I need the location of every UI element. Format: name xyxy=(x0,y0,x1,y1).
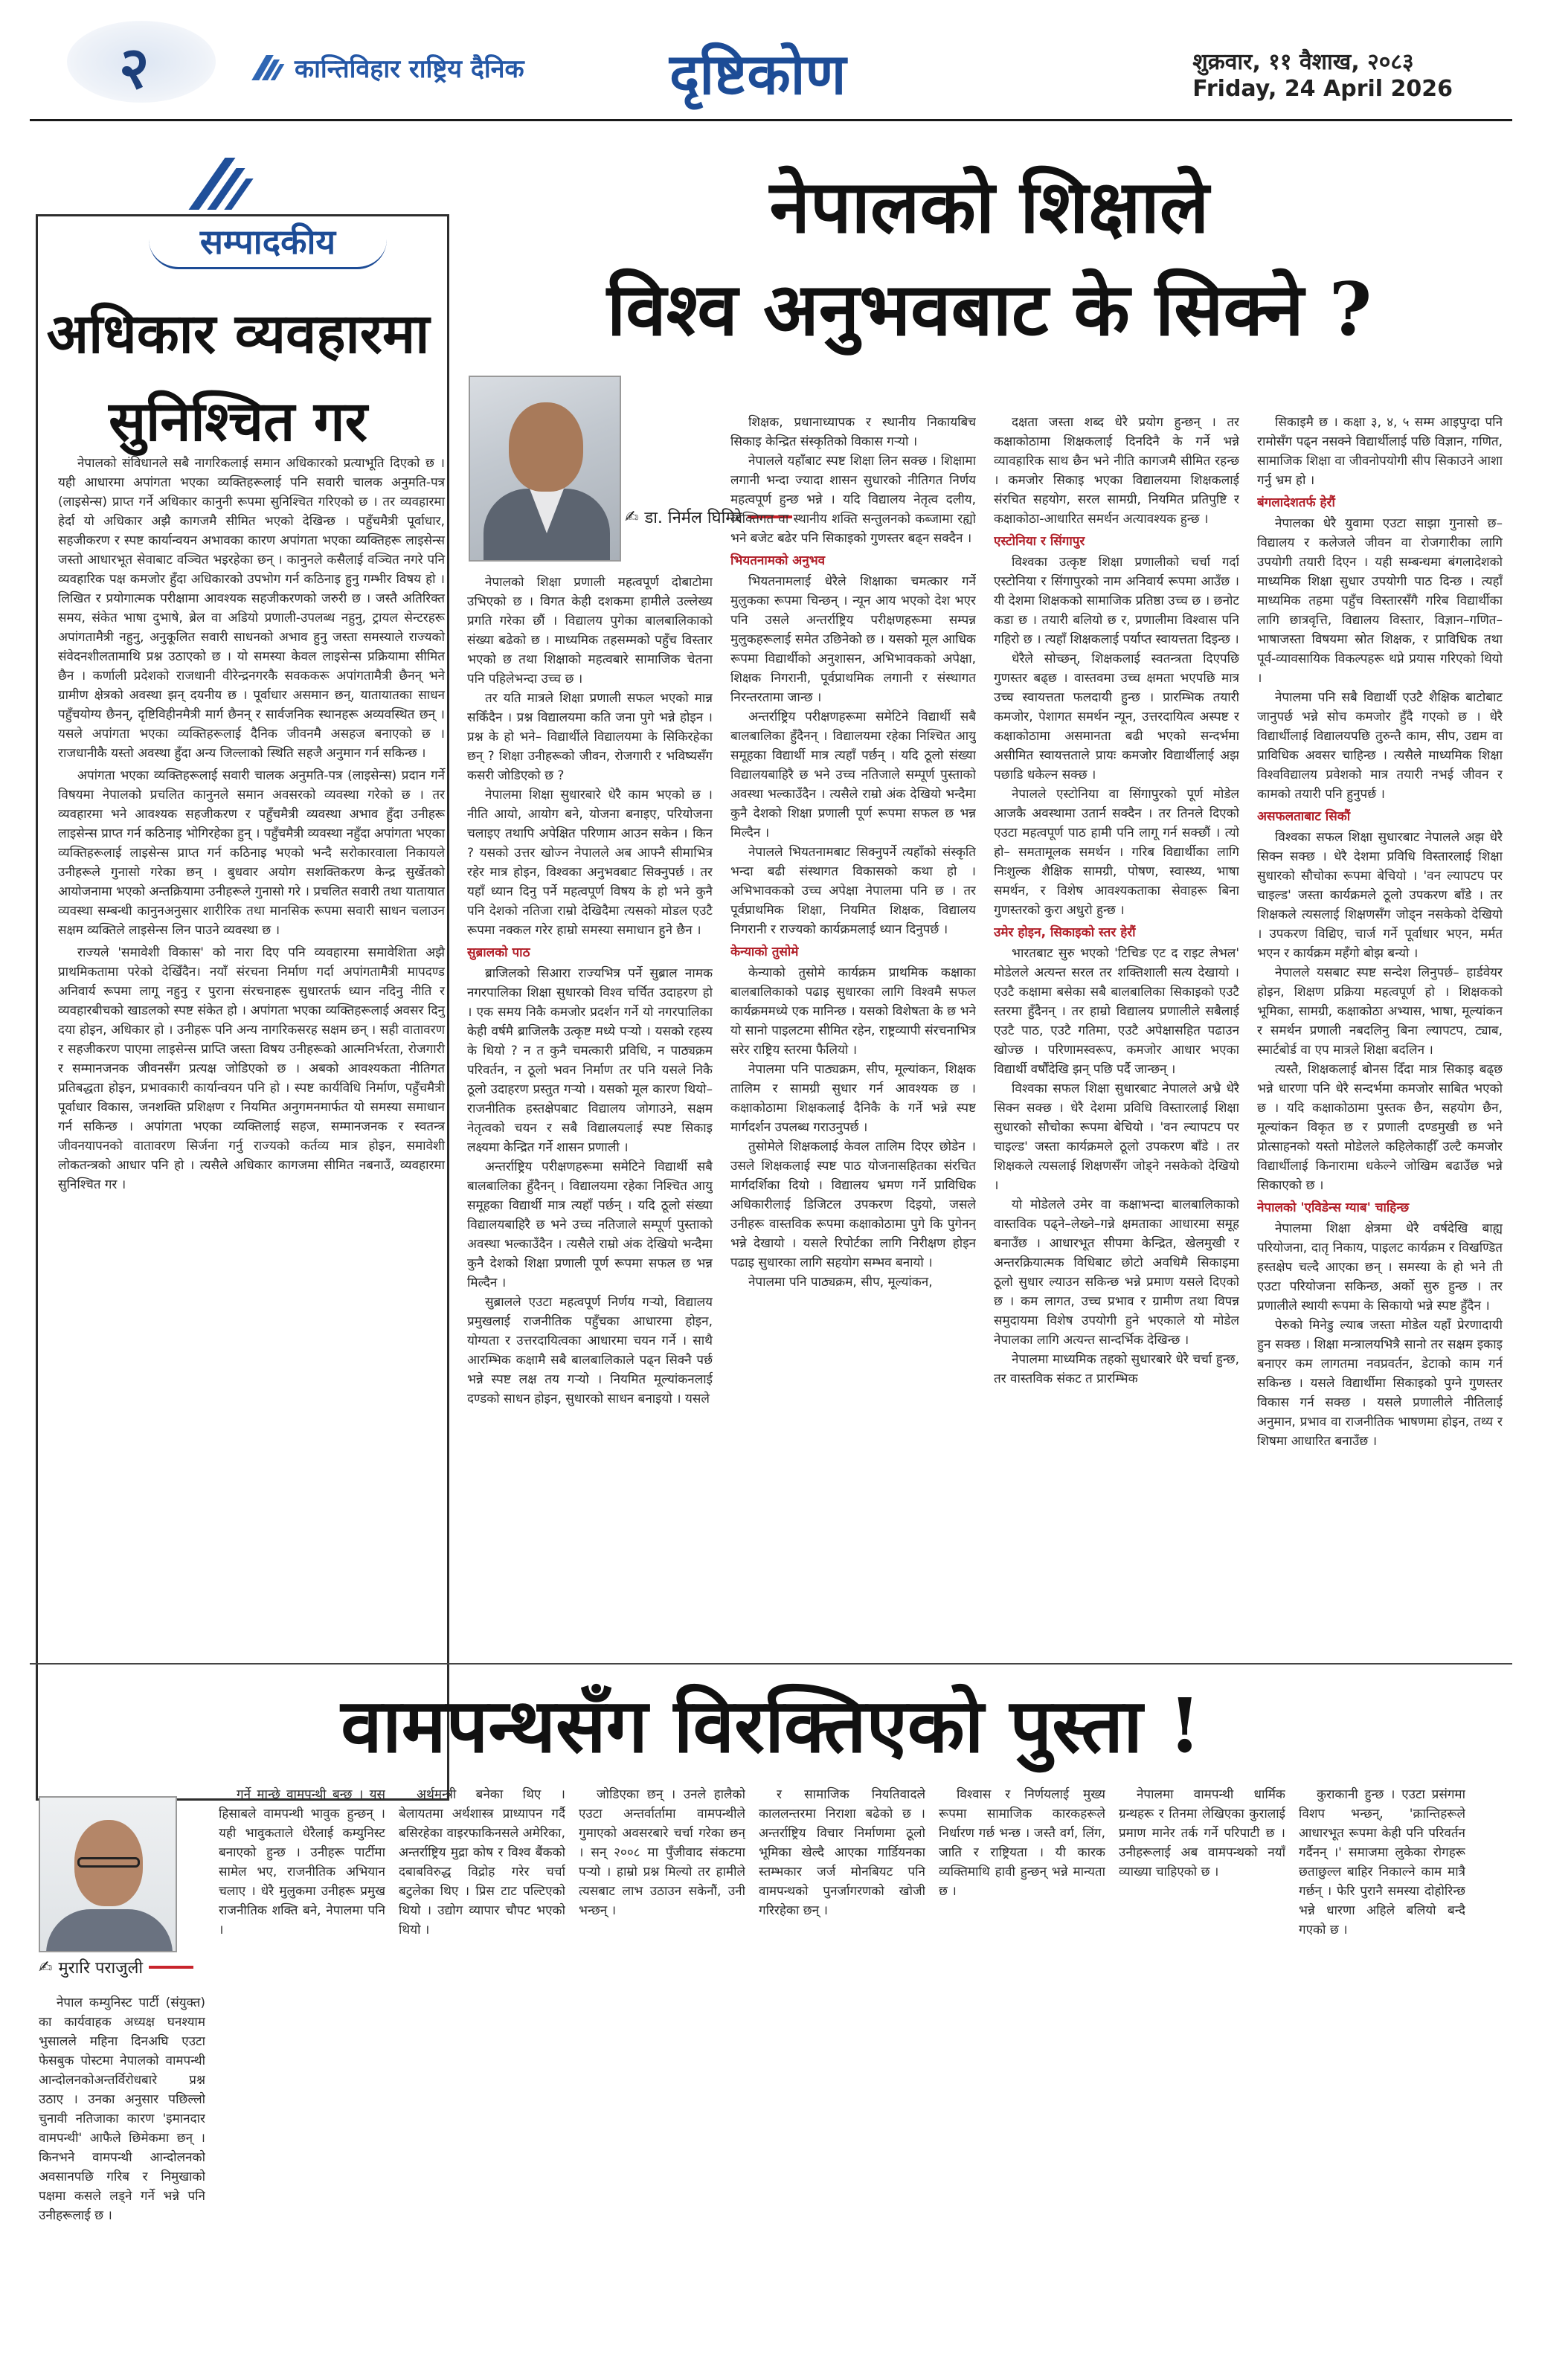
article1-paragraph: नेपालले भियतनामबाट सिक्नुपर्ने त्यहाँको संस्कृति भन्दा बढी संस्थागत विकासको कथा हो । अभिभावकको उच्च अपेक्षा नेपालमा पनि छ । तर पूर्वप्राथमिक शिक्षा, नियमित शिक्षक, विद्यालय निगरानी र राज्यको कार्यक्रमलाई ध्यान दिनुपर्छ । xyxy=(730,845,976,937)
article1-paragraph: नेपालमा शिक्षा सुधारबारे धेरै काम भएको छ । नीति आयो, आयोग बने, योजना बनाइए, परियोजना चलाइए तथापि अपेक्षित परिणाम आउन सकेन । किन ? यसको उत्तर खोज्न नेपालले अब आफ्नै सीमाभित्र रहेर मात्र होइन, विश्वका अनुभवबाट सिक्नुपर्छ । तर यहाँ ध्यान दिनु पर्ने महत्वपूर्ण विषय के हो भने कुनै पनि देशको नतिजा राम्रो देखिदैमा त्यसको मोडल एउटै रूपमा नक्कल गरेर हाम्रो समस्या समाधान हुने छैन । xyxy=(467,788,713,938)
article2-paragraph: गर्ने मान्छे वामपन्थी बन्छ । यस हिसाबले वामपन्थी भावुक हुन्छन् । यही भावुकताले धेरैलाई कम्युनिस्ट बनाएको हुन्छ । उनीहरू पार्टीमा सामेल भए, राजनीतिक अभियान चलाए । धेरै मुलुकमा उनीहरू प्रमुख राजनीतिक शक्ति बने, नेपालमा पनि । xyxy=(219,1787,385,1937)
article1-column-1 xyxy=(467,573,713,1644)
article1-paragraph: सिकाइमै छ । कक्षा ३, ४, ५ सम्म आइपुग्दा पनि रामोसँग पढ्न नसक्ने विद्यार्थीलाई पछि विज्ञान, गणित, सामाजिक शिक्षा वा जीवनोपयोगी सीप सिकाउने आशा गर्नु भ्रम हो । xyxy=(1257,415,1503,488)
masthead xyxy=(30,21,1512,118)
article1-paragraph: भियतनामलाई धेरैले शिक्षाका चमत्कार गर्ने मुलुकका रूपमा चिन्छन् । न्यून आय भएको देश भएर पनि उसले अन्तर्राष्ट्रिय परीक्षणहरूमा सम्पन्न मुलुकहरूलाई समेत उछिनेको छ । यसको मूल आधिक रूपमा विद्यार्थीको अनुशासन, अभिभावकको अपेक्षा, शिक्षक निगरानी, पूर्वप्राथमिक लगानी र संस्थागत निरन्तरतामा जान्छ । xyxy=(730,574,976,705)
article2-column-1 xyxy=(39,1993,205,2365)
article1-paragraph: नेपालले यसबाट स्पष्ट सन्देश लिनुपर्छ– हार्डवेयर होइन, शिक्षण प्रक्रिया महत्वपूर्ण हो । शिक्षकको भूमिका, सामग्री, कक्षाकोठा अभ्यास, भाषा, मूल्यांकन र समर्थन प्रणाली नबदलिनु बिना ल्यापटप, ट्याब, स्मार्टबोर्ड वा एप मात्रले शिक्षा बदलिन । xyxy=(1257,965,1503,1058)
article1-paragraph: केन्याको तुसोमे कार्यक्रम प्राथमिक कक्षाका बालबालिकाको पढाइ सुधारका लागि विश्वमै सफल कार्यक्रममध्ये एक मानिन्छ । यसको विशेषता के छ भने यो सानो पाइलटमा सीमित रहेन, राष्ट्रव्यापी संरचनाभित्र सरेर राष्ट्रिय स्तरमा फैलियो । xyxy=(730,965,976,1058)
article2-paragraph: अर्थमन्त्री बनेका थिए । बेलायतमा अर्थशास्त्र प्राध्यापन गर्दै बसिरहेका वाइरफाकिनसले अमेरिका, अन्तर्राष्ट्रिय मुद्रा कोष र विश्व बैंकको दबाबविरुद्ध विद्रोह गरेर चर्चा बटुलेका थिए । प्रिस टाट पल्टिएको थियो । उद्योग व्यापार चौपट भएको थियो । xyxy=(399,1787,565,1937)
article1-subheading: असफलताबाट सिकौं xyxy=(1257,809,1351,824)
article2-body xyxy=(39,1785,1515,2365)
article1-paragraph: नेपालको शिक्षा प्रणाली महत्वपूर्ण दोबाटोमा उभिएको छ । विगत केही दशकमा हामीले उल्लेख्य प्रगति गरेका छौं । विद्यालय पुगेका बालबालिकाको संख्या बढेको छ । माध्यमिक तहसम्मको पहुँच विस्तार भएको छ तथा शिक्षाको महत्वबारे सामाजिक चेतना पनि पहिलेभन्दा उच्च छ । xyxy=(467,575,713,686)
date-nepali: शुक्रवार, ११ वैशाख, २०८३ xyxy=(1192,49,1414,75)
article1-subheading: एस्टोनिया र सिंगापुर xyxy=(994,534,1085,549)
article-separator xyxy=(30,1663,1512,1665)
article1-paragraph: नेपालमा पनि पाठ्यक्रम, सीप, मूल्यांकन, शिक्षक तालिम र सामग्री सुधार गर्न आवश्यक छ । कक्षाकोठामा शिक्षकलाई दैनिकै के गर्ने भन्ने स्पष्ट मार्गदर्शन उपलब्ध गराउनुपर्छ । xyxy=(730,1062,976,1135)
article1-headline-line2: विश्व अनुभवबाट के सिक्ने ? xyxy=(606,267,1372,353)
article2-column-2 xyxy=(219,1785,385,2365)
editorial-emblem-icon xyxy=(184,153,259,213)
article1-subheading: नेपालको 'एविडेन्स ग्याब' चाहिन्छ xyxy=(1257,1200,1410,1215)
article2-author: मुरारि पराजुली xyxy=(58,1959,144,1978)
article1-paragraph: दक्षता जस्ता शब्द धेरै प्रयोग हुन्छन् । तर कक्षाकोठामा शिक्षकलाई दिनदिनै के गर्ने भन्ने व्यावहारिक साथ छैन भने नीति कागजमै सीमित रहन्छ । कमजोर सिकाइ भएका विद्यालयमा शिक्षकलाई संरचित सहयोग, सरल सामग्री, नियमित प्रतिपुष्टि र कक्षाकोठा-आधारित समर्थन अत्यावश्यक हुन्छ । xyxy=(994,415,1239,527)
article2-column-4 xyxy=(579,1785,745,2365)
article1-author: डा. निर्मल घिमिरे xyxy=(644,509,742,527)
article1-paragraph: विश्वका उत्कृष्ट शिक्षा प्रणालीको चर्चा गर्दा एस्टोनिया र सिंगापुरको नाम अनिवार्य रूपमा आउँछ । यी देशमा शिक्षकको सामाजिक प्रतिष्ठा उच्च छ । छनोट कडा छ । तयारी बलियो छ र, प्रणालीमा विश्वास पनि गहिरो छ । त्यहाँ शिक्षकलाई पर्याप्त स्वायत्तता दिइन्छ । xyxy=(994,555,1239,647)
article1-paragraph: धेरैले सोच्छन्, शिक्षकलाई स्वतन्त्रता दिएपछि गुणस्तर बढ्छ । वास्तवमा उच्च क्षमता भएपछि मात्र उच्च स्वायत्तता फलदायी हुन्छ । प्रारम्भिक तयारी कमजोर, पेशागत समर्थन न्यून, उत्तरदायित्व अस्पष्ट र कक्षाकोठामा असमानता बढी भएको सन्दर्भमा असीमित स्वायत्तताले प्रायः कमजोर विद्यार्थीलाई अझ पछाडि धकेल्न सक्छ । xyxy=(994,652,1239,782)
page-number-badge xyxy=(67,21,231,110)
article1-subheading: बंगलादेशतर्फ हेरौं xyxy=(1257,495,1335,510)
pen-icon: ✍ xyxy=(625,507,639,527)
section-title: दृष्टिकोण xyxy=(669,41,847,107)
article1-paragraph: नेपालमा शिक्षा क्षेत्रमा धेरै वर्षदेखि बाह्य परियोजना, दातृ निकाय, पाइलट कार्यक्रम र विखण्डित हस्तक्षेप चल्दै आएका छन् । समस्या के हो भने ती एउटा परियोजना सकिन्छ, अर्को सुरु हुन्छ । तर प्रणालीले स्थायी रूपमा के सिकायो भन्ने स्पष्ट हुँदैन । xyxy=(1257,1221,1503,1313)
article1-paragraph: भारतबाट सुरु भएको 'टिचिङ एट द राइट लेभल' मोडेलले अत्यन्त सरल तर शक्तिशाली सत्य देखायो । एउटै कक्षामा बसेका सबै बालबालिका सिकाइको एउटै स्तरमा हुँदैनन् । तर हाम्रो विद्यालय प्रणालीले सबैलाई एउटै पाठ, एउटै गतिमा, एउटै अपेक्षासहित पढाउन खोज्छ । परिणामस्वरूप, कमजोर आधार भएका विद्यार्थी वर्षौंदेखि झन् पछि पर्दै जान्छन् । xyxy=(994,946,1239,1077)
article1-column-4 xyxy=(1257,413,1503,1647)
article2-paragraph: र सामाजिक नियतिवादले काललन्तरमा निराशा बढेको छ । अन्तर्राष्ट्रिय विचार निर्माणमा ठूलो भूमिका खेल्दै आएका गार्डियनका स्तम्भकार जर्ज मोनबियट पनि वामपन्थको पुनर्जागरणको खोजी गरिरहेका छन् । xyxy=(759,1787,925,1918)
article1-paragraph: अन्तर्राष्ट्रिय परीक्षणहरूमा समेटिने विद्यार्थी सबै बालबालिका हुँदैनन् । विद्यालयमा रहेका निश्चित आयु समूहका विद्यार्थी मात्र त्यहाँ पर्छन् । यदि ठूलो संख्या विद्यालयबाहिरै छ भने उच्च नतिजाले सम्पूर्ण पुस्ताको अवस्था भल्काउँदैन । त्यसैले राम्रो अंक देखियो भन्दैमा कुनै देशको शिक्षा प्रणाली पूर्ण रूपमा सफल छ भन्न मिल्दैन । xyxy=(730,710,976,840)
article1-paragraph: नेपालले यहाँबाट स्पष्ट शिक्षा लिन सक्छ । शिक्षामा लगानी भन्दा ज्यादा शासन सुधारको नीतिगत निर्णय महत्वपूर्ण हुन्छ भन्ने । यदि विद्यालय नेतृत्व दलीय, व्यक्तिगत वा स्थानीय शक्ति सन्तुलनको कब्जामा रह्यो भने बजेट बढेर पनि सिकाइको गुणस्तर बढ्न सक्दैन । xyxy=(730,454,976,546)
date-english: Friday, 24 April 2026 xyxy=(1192,76,1453,102)
pen-icon: ✍ xyxy=(39,1958,53,1977)
editorial-paragraph: नेपालको संविधानले सबै नागरिकलाई समान अधिकारको प्रत्याभूति दिएको छ । यही आधारमा अपांगता भएका व्यक्तिहरूलाई पनि सवारी चालक अनुमति-पत्र (लाइसेन्स) प्राप्त गर्ने अधिकार कानुनी रूपमा सुनिश्चित गरिएको छ । तर व्यवहारमा हेर्दा यो अधिकार अझै कागजमै सीमित भएको देखिन्छ । पहुँचमैत्री पूर्वाधार, सहजीकरण र स्पष्ट कार्यान्वयन अभावका कारण अपांगता भएका व्यक्तिहरू लाइसेन्स जस्तो आधारभूत सेवाबाट वञ्चित भइरहेका छन् । कानुनले कसैलाई वञ्चित नगरे पनि व्यवहारिक पक्ष कमजोर हुँदा अधिकारको उपभोग गर्न कठिनाइ हुनु गम्भीर विषय हो । लिखित र प्रयोगात्मक परीक्षामा आवश्यक सहजीकरणको जरुरी छ । जस्तै अतिरिक्त समय, संकेत भाषा दुभाषे, ब्रेल वा अडियो प्रणाली-उपलब्ध नहुनु, ट्रायल सेन्टरहरू अपांगतामैत्री नहुनु, अनुकूलित सवारी साधनको अभाव हुनु जस्ता समस्याले राज्यको संवेदनशीलतामाथि प्रश्न उठाएको छ । यो समस्या केवल लाइसेन्स प्रक्रियामा सीमित छैन । कर्णाली प्रदेशको राजधानी वीरेन्द्रनगरकै सवककरू अपांगतामैत्री छैनन् भने ग्रामीण क्षेत्रको अवस्था झन् दयनीय छ । पूर्वाधार असमान छन्, यातायातका साधन पहुँचयोग्य छैनन्, दृष्टिविहीनमैत्री मार्ग छैनन् र सार्वजनिक स्थानहरू अव्यवस्थित छन् । यसले अपांगता भएका व्यक्तिहरूलाई दैनिक जीवनमै असहज बनाएको छ । राजधानीकै यस्तो अवस्था हुँदा अन्य जिल्लाको स्थिति सहजै अनुमान गर्न सकिन्छ । xyxy=(58,456,445,761)
article1-headline-line1: नेपालको शिक्षाले xyxy=(769,164,1209,250)
article2-column-7 xyxy=(1119,1785,1285,2365)
article1-paragraph: शिक्षक, प्रधानाध्यापक र स्थानीय निकायबिच सिकाइ केन्द्रित संस्कृतिको विकास गर्‍यो । xyxy=(730,415,976,449)
editorial-body xyxy=(58,454,445,1197)
article1-paragraph: नेपालले एस्टोनिया वा सिंगापुरको पूर्ण मोडेल आजकै अवस्थामा उतार्न सक्दैन । तर तिनले दिएको एउटा महत्वपूर्ण पाठ हामी पनि लागू गर्न सक्छौं । त्यो हो– समतामूलक समर्थन । गरिब विद्यार्थीका लागि निःशुल्क शैक्षिक सामग्री, पोषण, स्वास्थ्य, भाषा समर्थन, र विशेष आवश्यकताका सेवाहरू बिना गुणस्तरको कुरा अधुरो हुन्छ । xyxy=(994,787,1239,918)
article1-headline xyxy=(476,156,1503,361)
article2-column-3 xyxy=(399,1785,565,2365)
editorial-headline xyxy=(45,290,431,466)
article1-paragraph: विश्वका सफल शिक्षा सुधारबाट नेपालले अझ धेरै सिक्न सक्छ । धेरै देशमा प्रविधि विस्तारलाई शिक्षा सुधारको सौचोका रूपमा बेचियो । 'वन ल्यापटप पर चाइल्ड' जस्ता कार्यक्रमले ठूलो उपकरण बाँडे । तर शिक्षकले त्यसलाई शिक्षणसँग जोड्न नसकेको देखियो । उपकरण विद्यिए, चार्ज गर्ने पूर्वाधार भएन, मर्मत भएन र कार्यक्रम महँगो बोझ बन्यो । xyxy=(1257,830,1503,961)
article2-paragraph: नेपाल कम्युनिस्ट पार्टी (संयुक्त) का कार्यवाहक अध्यक्ष घनश्याम भुसालले महिना दिनअघि एउटा फेसबुक पोस्टमा नेपालको वामपन्थी आन्दोलनकोअन्तर्विरोधबारे प्रश्न उठाए । उनका अनुसार पछिल्लो चुनावी नतिजाका कारण 'इमानदार वामपन्थी' आफैले छिमेकमा छन् । किनभने वामपन्थी आन्दोलनको अवसानपछि गरिब र निमुखाको पक्षमा कसले लड्ने गर्ने भन्ने पनि उनीहरूलाई छ । xyxy=(39,1995,205,2223)
brand-name: कान्तिविहार राष्ट्रिय दैनिक xyxy=(295,54,524,84)
article1-paragraph: विश्वका सफल शिक्षा सुधारबाट नेपालले अभ्रै धेरै सिक्न सक्छ । धेरै देशमा प्रविधि विस्तारलाई शिक्षा सुधारको सौचोका रूपमा बेचियो । 'वन ल्यापटप पर चाइल्ड' जस्ता कार्यक्रमले ठूलो उपकरण बाँडे । तर शिक्षकले त्यसलाई शिक्षणसँग जोड्ने नसकेको देखियो । xyxy=(994,1081,1239,1193)
article1-subheading: केन्याको तुसोमे xyxy=(730,945,799,959)
brand-logo-icon xyxy=(253,52,284,83)
article1-subheading: सुब्रालको पाठ xyxy=(467,945,530,960)
brand xyxy=(253,51,524,85)
page-number: २ xyxy=(119,35,150,102)
article1-paragraph: त्यस्तै, शिक्षकलाई बोनस दिँदा मात्र सिकाइ बढ्छ भन्ने धारणा पनि धेरै सन्दर्भमा कमजोर साबित भएको छ । यदि कक्षाकोठामा पुस्तक छैन, सहयोग छैन, मूल्यांकन विकृत छ र प्रणाली दण्डमुखी छ भने प्रोत्साहनको यस्तो मोडेलले कहिलेकाहीँ उल्टै कमजोर विद्यार्थीलाई किनारामा धकेल्ने जोखिम बढाउँछ भन्ने सिकाएको छ । xyxy=(1257,1062,1503,1193)
article1-paragraph: नेपालमा पनि सबै विद्यार्थी एउटै शैक्षिक बाटोबाट जानुपर्छ भन्ने सोच कमजोर हुँदै गएको छ । धेरै विद्यार्थीलाई विद्यालयपछि तुरुन्तै काम, सीप, उद्यम वा प्राविधिक अवसर चाहिन्छ । त्यसैले माध्यमिक शिक्षा विश्वविद्यालय प्रवेशको मात्र तयारी नभई जीवन र कामको तयारी पनि हुनुपर्छ । xyxy=(1257,690,1503,802)
article2-headline: वामपन्थसँग विरक्तिएको पुस्ता ! xyxy=(341,1682,1201,1769)
article1-paragraph: अन्तर्राष्ट्रिय परीक्षणहरूमा समेटिने विद्यार्थी सबै बालबालिका हुँदैनन् । विद्यालयमा रहेका निश्चित आयु समूहका विद्यार्थी मात्र त्यहाँ पर्छन् । यदि ठूलो संख्या विद्यालयबाहिरै छ भने उच्च नतिजाले सम्पूर्ण पुस्ताको अवस्था भल्काउँदैन । त्यसैले राम्रो अंक देखियो भन्दैमा कुनै देशको शिक्षा प्रणाली पूर्ण रूपमा सफल छ भन्न मिल्दैन । xyxy=(467,1160,713,1290)
masthead-rule xyxy=(30,119,1512,121)
editorial-headline-line2: सुनिश्चित गर xyxy=(109,390,367,454)
editorial-paragraph: राज्यले 'समावेशी विकास' को नारा दिए पनि व्यवहारमा समावेशिता अझै प्राथमिकतामा परेको देखिँदैन। नयाँ संरचना निर्माण गर्दा अपांगतामैत्री मापदण्ड अनिवार्य रूपमा लागू नहुनु र पुराना संरचनाहरू सुधारतर्फ ध्यान नदिनु नीति र व्यवहारबीचको खाडलको स्पष्ट संकेत हो । अपांगता भएका व्यक्तिहरूलाई अवसर दिनु दया होइन, अधिकार हो । उनीहरू पनि अन्य नागरिकसरह सक्षम छन् । सही वातावरण र सहजीकरण पाएमा लाइसेन्स प्राप्ति जस्ता विषय उनीहरूको आत्मनिर्भरता, रोजगारी र सम्मानजनक जीवनसँग प्रत्यक्ष जोडिएको छ । अबको आवश्यकता नीतिगत प्रतिबद्धता होइन, प्रभावकारी कार्यान्वयन पनि हो । स्पष्ट कार्यविधि निर्माण, पहुँचमैत्री पूर्वाधार विकास, जनशक्ति प्रशिक्षण र नियमित अनुगमनमार्फत यो समस्या समाधान गर्न सकिन्छ । अपांगता भएका व्यक्तिलाई सहज, सम्मानजनक र स्वतन्त्र जीवनयापनको वातावरण सिर्जना गर्नु राज्यको कर्तव्य मात्र होइन, समावेशी लोकतन्त्रको आधार पनि हो । त्यसैले अधिकार कागजमा सीमित नबनाउँ, व्यवहारमा सुनिश्चित गर । xyxy=(58,945,445,1192)
article1-paragraph: यो मोडेलले उमेर वा कक्षाभन्दा बालबालिकाको वास्तविक पढ्ने–लेख्ने–गन्ने क्षमताका आधारमा समूह बनाउँछ । आधारभूत सीपमा केन्द्रित, खेलमुखी र अन्तरक्रियात्मक विधिबाट छोटो अवधिमै सिकाइमा ठूलो सुधार ल्याउन सकिन्छ भन्ने प्रमाण यसले दिएको छ । कम लागत, उच्च प्रभाव र ग्रामीण तथा विपन्न समुदायमा विशेष उपयोगी हुने भएकाले यो मोडेल नेपालका लागि अत्यन्त सान्दर्भिक देखिन्छ । xyxy=(994,1197,1239,1348)
article1-subheading: उमेर होइन, सिकाइको स्तर हेरौं xyxy=(994,925,1136,940)
article1-paragraph: नेपालमा पनि पाठ्यक्रम, सीप, मूल्यांकन, xyxy=(748,1275,933,1290)
article2-paragraph: नेपालमा वामपन्थी धार्मिक ग्रन्थहरू र तिनमा लेखिएका कुरालाई प्रमाण मानेर तर्क गर्ने परिपाटी छ । उनीहरूलाई अब वामपन्थको नयाँ व्याख्या चाहिएको छ । xyxy=(1119,1787,1285,1879)
article1-paragraph: ब्राजिलको सिआरा राज्यभित्र पर्ने सुब्राल नामक नगरपालिका शिक्षा सुधारको विश्व चर्चित उदाहरण हो । एक समय निकै कमजोर प्रदर्शन गर्ने यो नगरपालिका केही वर्षमै ब्राजिलकै उत्कृष्ट मध्ये पर्‍यो । यसको रहस्य के थियो ? न त कुनै चमत्कारी प्रविधि, न पाठ्यक्रम परिवर्तन, न ठूलो भवन निर्माण तर पनि यसले निकै ठूलो उदाहरण प्रस्तुत गर्‍यो । यसको मूल कारण थियो– राजनीतिक हस्तक्षेपबाट विद्यालय जोगाउने, सक्षम नेतृत्वको चयन र सबै विद्यालयलाई स्पष्ट सिकाइ लक्ष्यमा केन्द्रित गर्ने शासन प्रणाली । xyxy=(467,966,713,1155)
article1-paragraph: तर यति मात्रले शिक्षा प्रणाली सफल भएको मान्न सकिँदैन । प्रश्न विद्यालयमा कति जना पुगे भन्ने होइन । प्रश्न के हो भने– विद्यार्थीले विद्यालयमा के सिकिरहेका छन् ? शिक्षा उनीहरूको जीवन, रोजगारी र भविष्यसँग कसरी जोडिएको छ ? xyxy=(467,691,713,783)
article2-paragraph: कुराकानी हुन्छ । एउटा प्रसंगमा विशप भन्छन्, 'क्रान्तिहरूले आधारभूत रूपमा केही पनि परिवर्तन गर्दैनन् ।' समाजमा लुकेका रोगहरू छताछुल्ल बाहिर निकाल्ने काम मात्रै गर्छन् । फेरि पुरानै समस्या दोहोरिन्छ भन्ने धारणा अहिले बलियो बन्दै गएको छ । xyxy=(1299,1787,1465,1937)
article1-paragraph: पेरुको मिनेडु ल्याब जस्ता मोडेल यहाँ प्रेरणादायी हुन सक्छ । शिक्षा मन्त्रालयभित्रै सानो तर सक्षम इकाइ बनाएर कम लागतमा नवप्रवर्तन, डेटाको काम गर्न सकिन्छ । यसले विद्यार्थीमा सिकाइको पुग्ने गुणस्तर विकास गर्न सक्छ । यसले प्रणालीले नीतिलाई अनुमान, प्रभाव वा राजनीतिक भाषणमा होइन, तथ्य र शिषमा आधारित बनाउँछ । xyxy=(1257,1318,1503,1449)
article2-paragraph: जोडिएका छन् । उनले हालैको एउटा अन्तर्वार्तामा वामपन्थीले गुमाएको अवसरबारे चर्चा गरेका छन् । सन् २००८ मा पुँजीवाद संकटमा पर्‍यो । हाम्रो प्रश्न मिल्यो तर हामीले त्यसबाट लाभ उठाउन सकेनौं, उनी भन्छन् । xyxy=(579,1787,745,1918)
article1-body xyxy=(467,413,1512,1640)
article1-subheading: भियतनामको अनुभव xyxy=(730,553,826,568)
article2-column-6 xyxy=(939,1785,1105,2365)
article1-paragraph: नेपालका धेरै युवामा एउटा साझा गुनासो छ– विद्यालय र कलेजले जीवन वा रोजगारीका लागि उपयोगी तयारी दिएन । यही सम्बन्धमा बंगलादेशको माध्यमिक शिक्षा सुधार उपयोगी पाठ दिन्छ । त्यहाँ माध्यमिक तहमा पहुँच विस्तारसँगै गरिब विद्यार्थीका लागि छात्रवृत्ति, विद्यालय विस्तार, विज्ञान–गणित–भाषाजस्ता विषयमा स्रोत शिक्षक, र प्राविधिक तथा पूर्व-व्यावसायिक विकल्पहरू थप्ने प्रयास गरिएको थियो । xyxy=(1257,516,1503,686)
editorial-label: सम्पादकीय xyxy=(149,214,387,269)
editorial-paragraph: अपांगता भएका व्यक्तिहरूलाई सवारी चालक अनुमति-पत्र (लाइसेन्स) प्रदान गर्ने विषयमा नेपालको प्रचलित कानुनले समान अवसरको व्यवस्था गरेको छ । तर व्यवहारमा भने आवश्यक सहजीकरण र पहुँचमैत्री व्यवस्था अभाव हुँदा उनीहरू लाइसेन्स प्राप्त गर्न कठिनाइ भोगिरहेका हुन् । पहुँचमैत्री व्यवस्था नहुँदा अपांगता भएका व्यक्तिहरूलाई लाइसेन्स प्राप्त गर्न कठिनाइ भएको भन्दै सरोकारवाला निकायले उनीहरूले गुनासो गरेका छन् । बुधवार अयोग सशक्तिकरण केन्द्र सुर्खेतको आयोजनामा भएको अन्तक्रियामा उनीहरूले गुनासो गरे । प्रचलित सवारी तथा यातायात व्यवस्था सम्बन्धी कानुनअनुसार शारीरिक तथा मानसिक रूपमा सवारी साधन चलाउन सक्षम व्यक्तिले लाइसेन्स लिन पाउने व्यवस्था छ । xyxy=(58,768,445,938)
article1-paragraph: सुब्रालले एउटा महत्वपूर्ण निर्णय गर्‍यो, विद्यालय प्रमुखलाई राजनीतिक पहुँचका आधारमा होइन, योग्यता र उत्तरदायित्वका आधारमा चयन गर्ने । साथै आरम्भिक कक्षामै सबै बालबालिकाले पढ्न सिक्नै पर्छ भन्ने स्पष्ट लक्ष तय गर्‍यो । नियमित मूल्यांकनलाई दण्डको साधन होइन, सुधारको साधन बनाइयो । यसले xyxy=(467,1295,713,1406)
article1-column-2 xyxy=(730,413,976,1647)
article2-column-5 xyxy=(759,1785,925,2365)
editorial-headline-line1: अधिकार व्यवहारमा xyxy=(46,302,430,366)
article1-paragraph: नेपालमा माध्यमिक तहको सुधारबारे धेरै चर्चा हुन्छ, तर वास्तविक संकट त प्रारम्भिक xyxy=(994,1352,1239,1386)
article1-paragraph: तुसोमेले शिक्षकलाई केवल तालिम दिएर छोडेन । उसले शिक्षकलाई स्पष्ट पाठ योजनासहितका संरचित मार्गदर्शिका दियो । विद्यालय भ्रमण गर्ने प्राविधिक अधिकारीलाई डिजिटल उपकरण दिइयो, जसले उनीहरू वास्तविक रूपमा कक्षाकोठामा पुगे कि पुगेनन् भन्ने देखायो । यसले रिपोर्टका लागि निरीक्षण होइन पढाइ सुधारका लागि सहयोग सम्भव बनायो । xyxy=(730,1139,976,1270)
article1-column-3 xyxy=(994,413,1239,1647)
article2-paragraph: विश्वास र निर्णयलाई मुख्य रूपमा सामाजिक कारकहरूले निर्धारण गर्छ भन्छ । जस्तै वर्ग, लिंग, जाति र राष्ट्रियता । यी कारक व्यक्तिमाथि हावी हुन्छन् भन्ने मान्यता छ । xyxy=(939,1787,1105,1899)
issue-date xyxy=(1192,49,1453,103)
article2-column-8 xyxy=(1299,1785,1465,2365)
